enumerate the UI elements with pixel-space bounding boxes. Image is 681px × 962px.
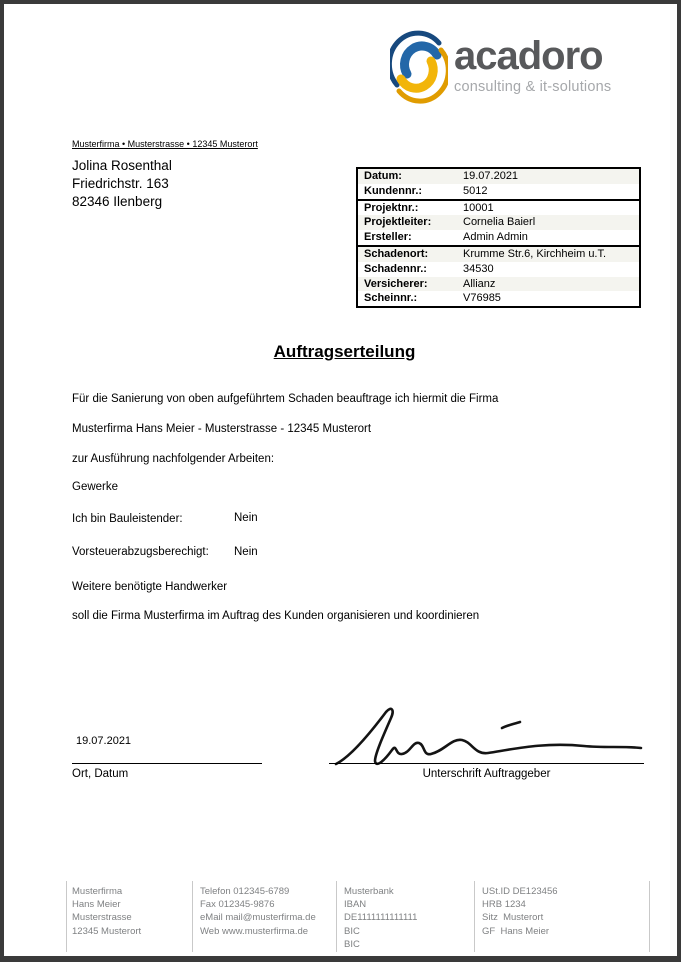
info-group-project <box>358 199 639 245</box>
body-arbeiten: zur Ausführung nachfolgender Arbeiten: <box>72 453 275 465</box>
recipient-name: Jolina Rosenthal <box>72 158 172 173</box>
vorsteuer-value: Nein <box>234 546 258 558</box>
recipient-street: Friedrichstr. 163 <box>72 176 169 191</box>
body-firma: Musterfirma Hans Meier - Musterstrasse - 12345 Musterort <box>72 423 372 435</box>
page-title: Auftragserteilung <box>273 342 416 361</box>
footer-col-company: Musterfirma Hans Meier Musterstrasse 12345 Musterort <box>72 886 142 937</box>
info-group-schaden <box>358 245 639 306</box>
info-table <box>356 167 641 308</box>
handwerker-line1: Weitere benötigte Handwerker <box>72 581 228 593</box>
bauleistender-label: Ich bin Bauleistender: <box>72 513 183 525</box>
sender-line: Musterfirma • Musterstrasse • 12345 Musterort <box>72 139 258 149</box>
table-row: Schadenort: Krumme Str.6, Kirchheim u.T. <box>358 247 639 262</box>
handwerker-line2: soll die Firma Musterfirma im Auftrag des Kunden organisieren und koordinieren <box>72 610 480 622</box>
table-row: Projektnr.: 10001 <box>364 201 494 214</box>
info-group-dates <box>358 169 639 199</box>
recipient-address <box>72 157 172 211</box>
signature-date: 19.07.2021 <box>76 735 132 747</box>
table-row: Projektleiter: Cornelia Baierl <box>358 215 639 230</box>
footer-divider <box>192 881 193 952</box>
recipient-city: 82346 Ilenberg <box>72 194 163 209</box>
table-row: Scheinnr.: V76985 <box>364 292 501 305</box>
footer-col-contact: Telefon 012345-6789 Fax 012345-9876 eMail mail@musterfirma.de Web www.musterfirma.de <box>200 886 316 937</box>
vorsteuer-label: Vorsteuerabzugsberechigt: <box>72 546 209 558</box>
signature-line-right <box>329 763 644 764</box>
handwritten-signature <box>334 706 644 768</box>
footer-divider <box>336 881 337 952</box>
footer-divider <box>474 881 475 952</box>
signature-label-right: Unterschrift Auftraggeber <box>422 768 551 780</box>
bauleistender-value: Nein <box>234 512 258 524</box>
logo-text <box>454 30 611 95</box>
footer-divider <box>66 881 67 952</box>
footer-col-bank: Musterbank IBAN DE1111111111111 BIC BIC <box>344 886 418 950</box>
table-row: Ersteller: Admin Admin <box>364 231 528 244</box>
signature-label-left: Ort, Datum <box>72 768 129 780</box>
company-logo <box>390 30 618 104</box>
footer-col-legal: USt.ID DE123456 HRB 1234 Sitz Musterort GF Hans Meier <box>482 886 558 937</box>
body-intro: Für die Sanierung von oben aufgeführtem Schaden beauftrage ich hiermit die Firma <box>72 393 499 405</box>
table-row: Schadennr.: 34530 <box>364 262 494 275</box>
logo-name: acadoro <box>454 34 603 78</box>
acadoro-swirl-icon <box>390 30 448 104</box>
table-row: Versicherer: Allianz <box>358 277 639 292</box>
footer-divider <box>649 881 650 952</box>
body-gewerke: Gewerke <box>72 481 119 493</box>
table-row: Datum: 19.07.2021 <box>358 169 639 184</box>
signature-line-left <box>72 763 262 764</box>
table-row: Kundennr.: 5012 <box>364 184 488 197</box>
logo-tagline: consulting & it-solutions <box>454 79 612 95</box>
